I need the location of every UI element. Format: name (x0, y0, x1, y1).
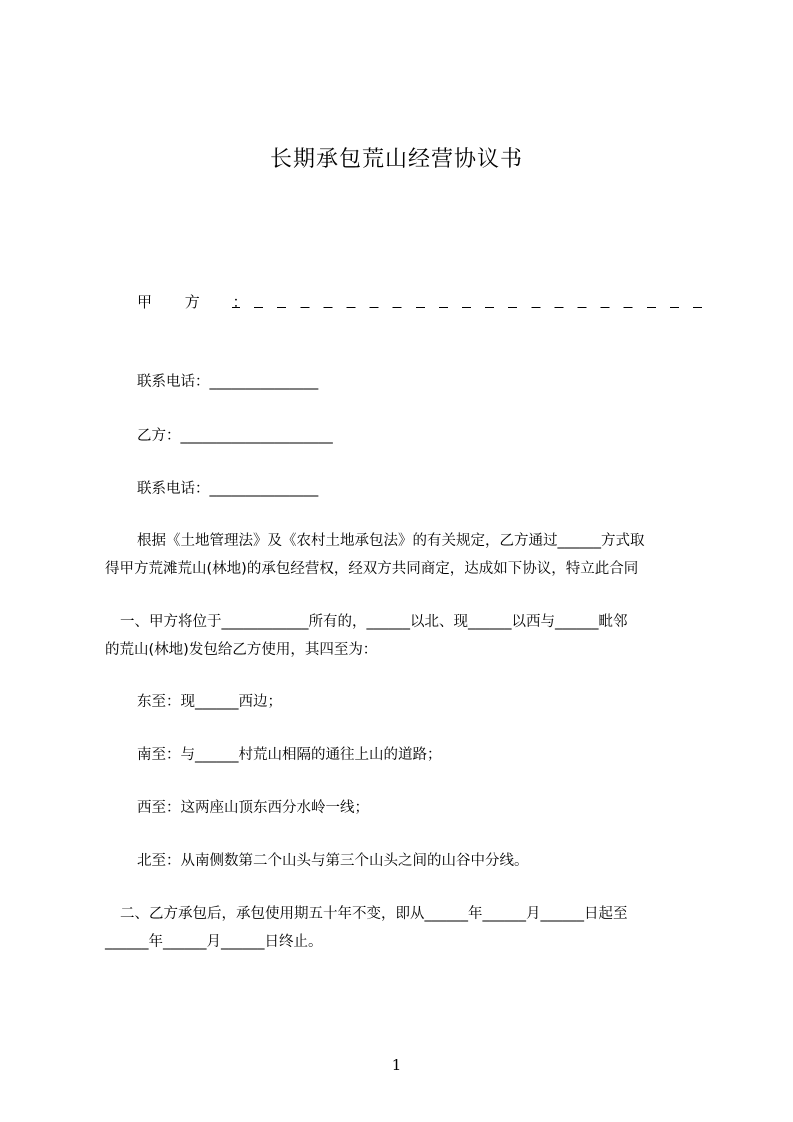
clause-1-line-2: 的荒山(林地)发包给乙方使用，其四至为： (105, 642, 378, 658)
clause-1-line-1: 一、甲方将位于____________所有的，______以北、现______以西与______毗邻 (120, 614, 628, 630)
party-b-phone: 联系电话：_______________ (137, 481, 319, 497)
preamble-line-1: 根据《土地管理法》及《农村土地承包法》的有关规定，乙方通过______方式取 (137, 533, 645, 549)
party-b-line: 乙方：_____________________ (137, 428, 333, 444)
party-a-blank (232, 294, 702, 314)
clause-2-line-2: ______年______月______日终止。 (105, 934, 323, 950)
page-number: 1 (391, 1056, 402, 1074)
boundary-north: 北至：从南侧数第二个山头与第三个山头之间的山谷中分线。 (137, 853, 529, 869)
document-title: 长期承包荒山经营协议书 (269, 147, 523, 172)
boundary-south: 南至：与______村荒山相隔的通往上山的道路； (137, 747, 442, 763)
party-a-phone: 联系电话：_______________ (137, 374, 319, 390)
boundary-west: 西至：这两座山顶东西分水岭一线； (137, 800, 369, 816)
party-a-label: 甲 方 ： (137, 293, 262, 311)
clause-2-line-1: 二、乙方承包后，承包使用期五十年不变，即从______年______月______日起至 (120, 906, 628, 922)
boundary-east: 东至：现______西边； (137, 694, 282, 710)
preamble-line-2: 得甲方荒滩荒山(林地)的承包经营权，经双方共同商定，达成如下协议，特立此合同 (105, 561, 639, 577)
